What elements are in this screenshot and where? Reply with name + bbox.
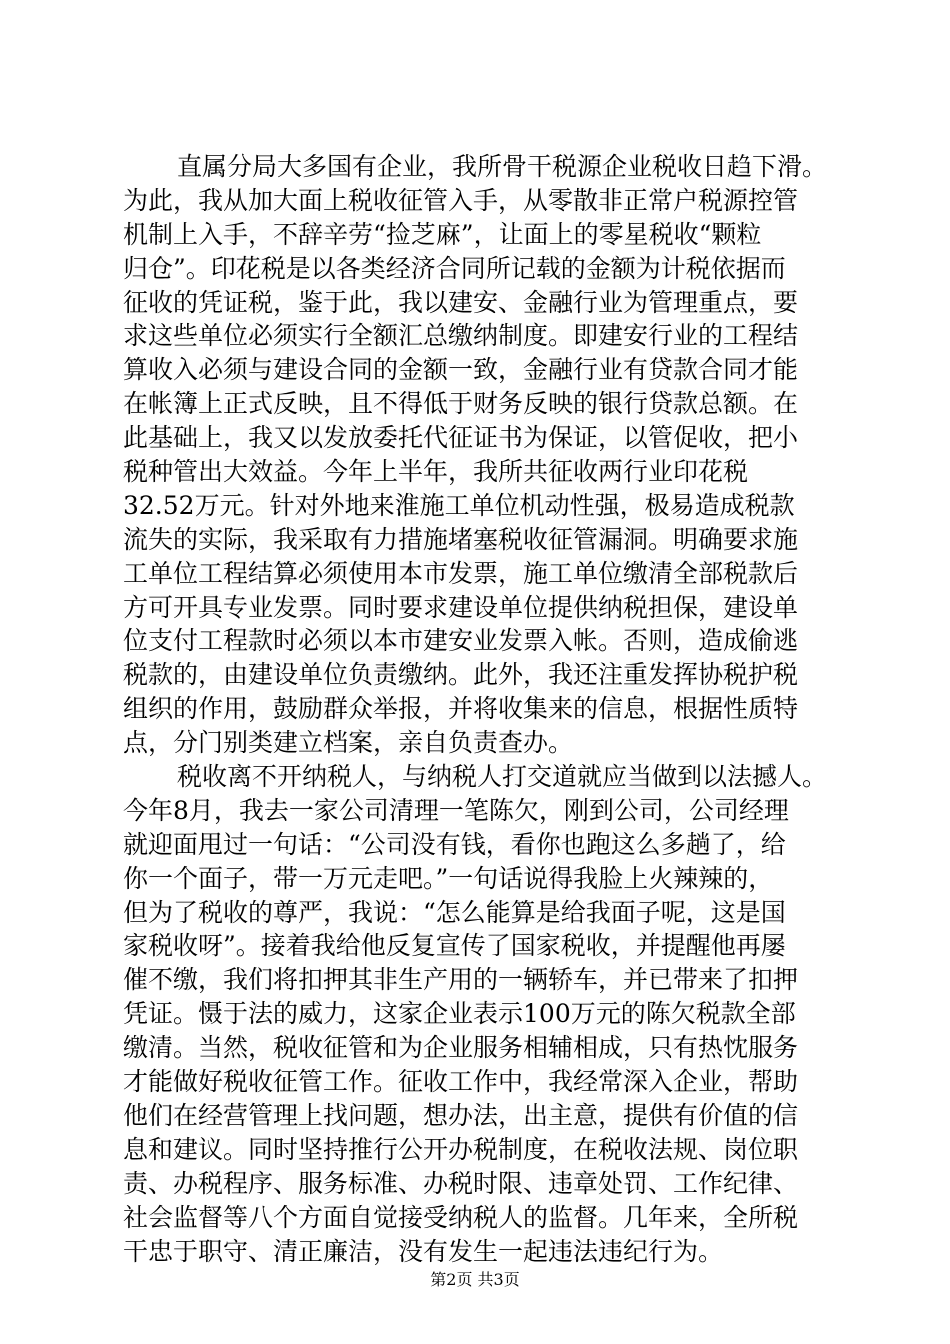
text-line: 流失的实际，我采取有力措施堵塞税收征管漏洞。明确要求施 — [123, 524, 799, 554]
text-line: 就迎面甩过一句话：“公司没有钱，看你也跑这么多趟了，给 — [123, 829, 786, 859]
text-line: 直属分局大多国有企业，我所骨干税源企业税收日趋下滑。 — [177, 152, 828, 181]
text-line: 缴清。当然，税收征管和为企业服务相辅相成，只有热忱服务 — [123, 1033, 799, 1063]
text-line: 税款的，由建设单位负责缴纳。此外，我还注重发挥协税护税 — [123, 660, 799, 690]
text-line: 干忠于职守、清正廉洁，没有发生一起违法违纪行为。 — [123, 1236, 724, 1266]
text-line: 今年8月，我去一家公司清理一笔陈欠，刚到公司，公司经理 — [123, 795, 789, 825]
text-line: 征收的凭证税，鉴于此，我以建安、金融行业为管理重点，要 — [123, 287, 799, 317]
text-line: 求这些单位必须实行全额汇总缴纳制度。即建安行业的工程结 — [123, 321, 799, 351]
text-line: 此基础上，我又以发放委托代征证书为保证，以管促收，把小 — [123, 423, 799, 453]
text-line: 才能做好税收征管工作。征收工作中，我经常深入企业，帮助 — [123, 1067, 799, 1097]
text-line: 家税收呀”。接着我给他反复宣传了国家税收，并提醒他再屡 — [123, 931, 786, 961]
page-footer: 第2页 共3页 — [430, 1270, 520, 1289]
text-line: 你一个面子，带一万元走吧。”一句话说得我脸上火辣辣的， — [123, 863, 774, 893]
text-line: 在帐簿上正式反映，且不得低于财务反映的银行贷款总额。在 — [123, 389, 799, 419]
text-line: 32.52万元。针对外地来淮施工单位机动性强，极易造成税款 — [123, 490, 795, 520]
text-line: 责、办税程序、服务标准、办税时限、违章处罚、工作纪律、 — [123, 1168, 799, 1198]
text-line: 他们在经营管理上找问题，想办法，出主意，提供有价值的信 — [123, 1100, 799, 1130]
text-line: 凭证。慑于法的威力，这家企业表示100万元的陈欠税款全部 — [123, 999, 796, 1029]
paragraph-1 — [123, 150, 833, 760]
text-line: 税种管出大效益。今年上半年，我所共征收两行业印花税 — [123, 457, 749, 487]
text-line: 但为了税收的尊严，我说：“怎么能算是给我面子呢，这是国 — [123, 897, 786, 927]
document-body — [123, 150, 833, 1268]
text-line: 方可开具专业发票。同时要求建设单位提供纳税担保，建设单 — [123, 592, 799, 622]
text-line: 机制上入手，不辞辛劳“捡芝麻”，让面上的零星税收“颗粒 — [123, 219, 762, 249]
text-line: 算收入必须与建设合同的金额一致，金融行业有贷款合同才能 — [123, 355, 799, 385]
text-line: 为此，我从加大面上税收征管入手，从零散非正常户税源控管 — [123, 185, 799, 215]
text-line: 催不缴，我们将扣押其非生产用的一辆轿车，并已带来了扣押 — [123, 965, 799, 995]
text-line: 位支付工程款时必须以本市建安业发票入帐。否则，造成偷逃 — [123, 626, 799, 656]
paragraph-2 — [123, 760, 833, 1268]
text-line: 点，分门别类建立档案，亲自负责查办。 — [123, 728, 574, 758]
text-line: 归仓”。印花税是以各类经济合同所记载的金额为计税依据而 — [123, 253, 786, 283]
text-line: 社会监督等八个方面自觉接受纳税人的监督。几年来，全所税 — [123, 1202, 799, 1232]
text-line: 税收离不开纳税人，与纳税人打交道就应当做到以法撼人。 — [177, 762, 828, 792]
text-line: 工单位工程结算必须使用本市发票，施工单位缴清全部税款后 — [123, 558, 799, 588]
text-line: 组织的作用，鼓励群众举报，并将收集来的信息，根据性质特 — [123, 694, 799, 724]
text-line: 息和建议。同时坚持推行公开办税制度，在税收法规、岗位职 — [123, 1134, 799, 1164]
